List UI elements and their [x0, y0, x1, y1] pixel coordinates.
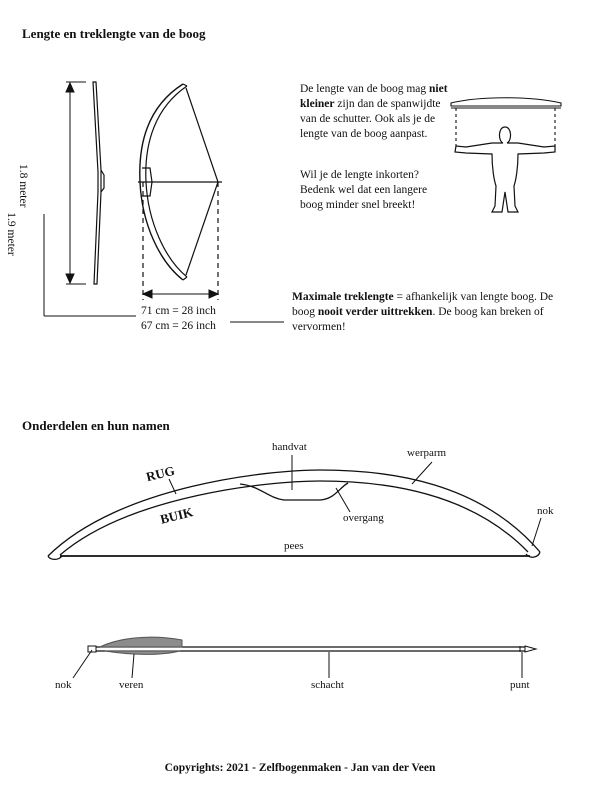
archer-figure — [455, 127, 555, 212]
bow-leader-lines — [169, 455, 541, 546]
shorten-paragraph: Wil je de lengte inkorten? Bedenk wel dat een langere boog minder snel breekt! — [300, 169, 428, 211]
length-label-19: 1.9 meter — [5, 212, 17, 256]
length-label-18: 1.8 meter — [17, 164, 29, 208]
label-punt: punt — [510, 679, 530, 691]
label-werparm: werparm — [407, 447, 447, 459]
copyright-footer: Copyrights: 2021 - Zelfbogenmaken - Jan van der Veen — [164, 762, 436, 774]
label-rug: RUG — [144, 462, 177, 485]
label-nok-bow: nok — [537, 505, 554, 517]
draw-label-71: 71 cm = 28 inch — [141, 305, 216, 317]
section-title-parts: Onderdelen en hun namen — [22, 418, 170, 433]
label-overgang: overgang — [343, 512, 384, 524]
arrow-drawing — [88, 637, 536, 654]
draw-dimension — [143, 290, 218, 298]
label-schacht: schacht — [311, 679, 344, 691]
draw-length-paragraph: Maximale treklengte = afhankelijk van lengte boog. De boog nooit verder uittrekken. De boog kan breken of vervormen! — [292, 291, 554, 333]
label-handvat: handvat — [272, 441, 307, 453]
length-dimension — [66, 82, 86, 284]
label-buik: BUIK — [158, 504, 195, 527]
drawn-bow — [138, 84, 222, 300]
section-title-length: Lengte en treklengte van de boog — [22, 26, 206, 41]
draw-label-67: 67 cm = 26 inch — [141, 320, 216, 332]
label-nok-arrow: nok — [55, 679, 72, 691]
span-paragraph: De lengte van de boog mag niet kleiner zijn dan de spanwijdte van de schutter. Ook als je de lengte van de boog aanpast. — [300, 83, 448, 140]
label-veren: veren — [119, 679, 144, 691]
label-pees: pees — [284, 540, 304, 552]
bow-side-view — [93, 82, 104, 284]
